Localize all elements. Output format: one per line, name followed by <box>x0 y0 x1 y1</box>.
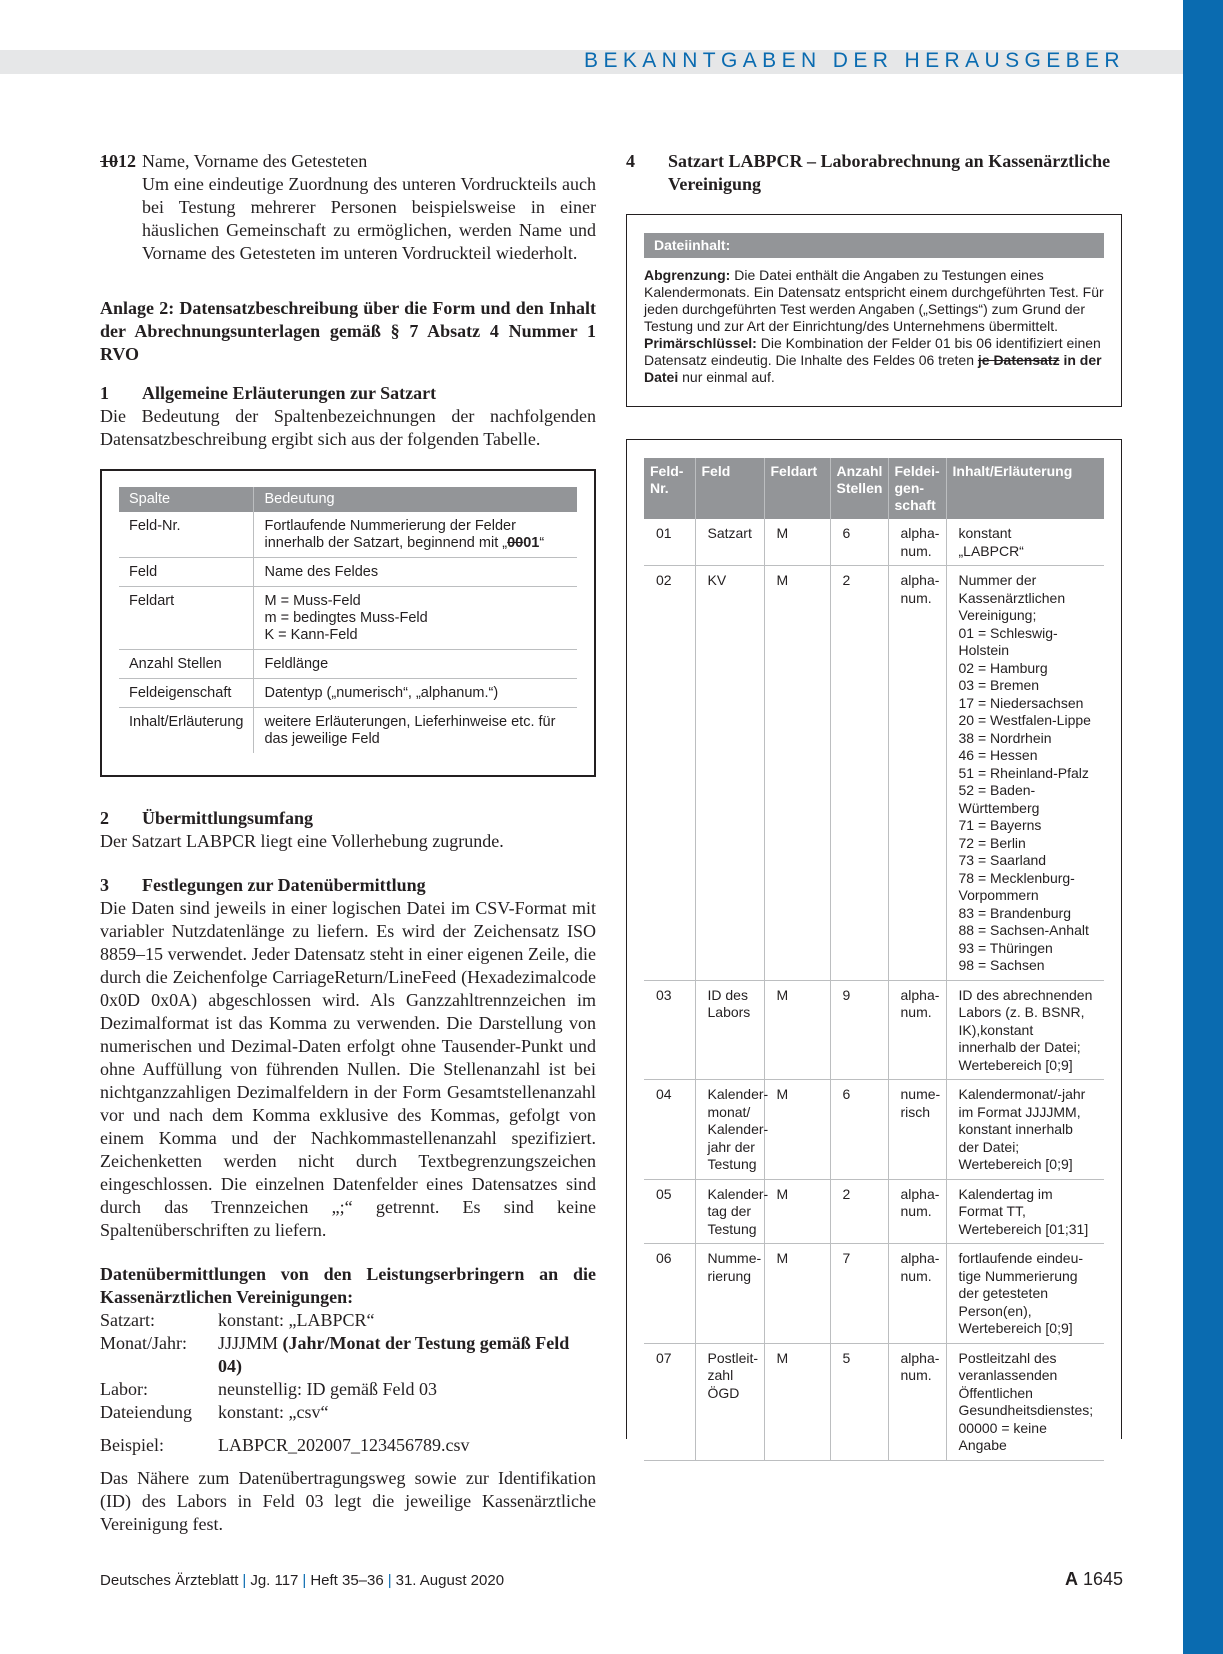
table-cell: M <box>764 980 830 1080</box>
item-number <box>100 150 136 173</box>
section-1-heading <box>100 382 596 405</box>
section-1-text: Die Bedeutung der Spaltenbezeichnungen der nachfolgenden Datensatzbeschreibung ergibt sich aus der folgenden Tabelle. <box>100 406 596 449</box>
column-explanation-box <box>100 469 596 777</box>
item-key: Beispiel: <box>100 1435 164 1455</box>
table-row <box>119 512 577 558</box>
table-cell: alpha- num. <box>888 1179 946 1244</box>
table-cell: Feldeigenschaft <box>119 679 254 708</box>
table-cell: fortlaufende eindeu- tige Nummerierung der getesteten Person(en), Wertebereich [0;9] <box>946 1244 1104 1344</box>
table-cell: Anzahl Stellen <box>119 650 254 679</box>
anlage-heading: Anlage 2: Datensatzbeschreibung über die Form und den Inhalt der Abrechnungsunterlagen gemäß § 7 Absatz 4 Nummer 1 RVO <box>100 298 596 364</box>
list-item <box>100 1332 596 1378</box>
section-number: 4 <box>626 151 635 171</box>
section-2-heading <box>100 807 596 830</box>
section-title: BEKANNTGABEN DER HERAUSGEBER <box>584 49 1125 72</box>
table-cell: 9 <box>830 980 888 1080</box>
table-cell: Feld-Nr. <box>119 512 254 558</box>
table-row <box>119 708 577 754</box>
section-2-text: Der Satzart LABPCR liegt eine Vollerhebung zugrunde. <box>100 831 504 851</box>
table-row <box>119 679 577 708</box>
table-cell: M <box>764 519 830 566</box>
example-item <box>100 1434 596 1457</box>
struck-text: je Datensatz <box>977 352 1060 368</box>
page-digits: 1645 <box>1082 1569 1123 1589</box>
item-value: konstant: „LABPCR“ <box>218 1310 375 1330</box>
table-cell: 6 <box>830 1080 888 1180</box>
file-content-box <box>626 214 1122 407</box>
item-value: konstant: „csv“ <box>218 1402 329 1422</box>
item-1012 <box>100 150 596 265</box>
table-cell: alpha- num. <box>888 1343 946 1460</box>
section-number: 2 <box>100 808 109 828</box>
table-row <box>644 1343 1104 1460</box>
item-value-bold: (Jahr/Monat der Testung gemäß Feld 04) <box>218 1333 570 1376</box>
page-prefix: A <box>1064 1569 1078 1589</box>
item-key: Dateiendung <box>100 1402 192 1422</box>
table-row <box>644 566 1104 981</box>
struck-digits: 10 <box>100 151 118 171</box>
table-cell: Feld <box>119 558 254 587</box>
table-cell: alpha- num. <box>888 519 946 566</box>
abgrenzung-text: Die Datei enthält die Angaben zu Testungen eines Kalendermonats. Ein Datensatz entspricht einem durchgeführten Test. Für jeden durchgeführten Test werden Angaben („Settings“) zum Grund der Testung und zur Art der Einrichtung/des Unternehmens übermittelt. <box>644 267 1104 334</box>
list-item <box>100 1309 596 1332</box>
column-explanation-table <box>119 487 577 753</box>
section-title-text: Satzart LABPCR – Laborabrechnung an Kassenärztliche Vereinigung <box>668 151 1111 194</box>
table-cell: Kalendermonat/-jahr im Format JJJJMM, konstant innerhalb der Datei; Wertebereich [0;9] <box>946 1080 1104 1180</box>
table-cell: ID des abrechnenden Labors (z. B. BSNR, IK),konstant innerhalb der Datei; Wertebereich [0;9] <box>946 980 1104 1080</box>
table-cell: M <box>764 1343 830 1460</box>
col-header-feldeigenschaft: Feldei-gen-schaft <box>888 458 946 519</box>
struck-text: 00 <box>507 535 524 551</box>
section-3-text: Die Daten sind jeweils in einer logischen Datei im CSV-Format mit variabler Nutzdatenlänge zu liefern. Es wird der Zeichensatz ISO 8859–15 verwendet. Jeder Datensatz steht in einer eigenen Zeile, die durch die Zeichenfolge CarriageReturn/LineFeed (Hexadezimalcode 0x0D 0x0A) abgeschlossen wird. Als Ganzzahltrennzeichen im Dezimalformat ist das Komma zu verwenden. Die Darstellung von numerischen und Dezimal-Daten erfolgt ohne Tausender-Punkt und ohne Auffüllung von führenden Nullen. Die Stellenanzahl ist bei nichtganzzahligen Dezimalfeldern in der Form Gesamtstellenanzahl vor und nach dem Komma exklusive des Kommas, gefolgt von einem Komma und der Nachkommastellenanzahl spezifiziert. Zeichenketten werden nicht durch Textbegrenzungszeichen eingeschlossen. Die einzelnen Datenfelder eines Datensatzes sind durch das Trennzeichen „;“ getrennt. Es sind keine Spaltenüberschriften zu liefern. <box>100 898 596 1240</box>
table-row <box>119 650 577 679</box>
transfer-heading: Datenübermittlungen von den Leistungserbringern an die Kassenärztlichen Vereinigungen: <box>100 1264 596 1307</box>
bold-text: in der Datei <box>644 352 1102 385</box>
table-cell: alpha- num. <box>888 1244 946 1344</box>
table-cell: ID des Labors <box>695 980 764 1080</box>
table-cell: weitere Erläuterungen, Lieferhinweise etc. für das jeweilige Feld <box>254 708 577 754</box>
table-cell: Numme- rierung <box>695 1244 764 1344</box>
table-cell: alpha- num. <box>888 980 946 1080</box>
item-value: LABPCR_202007_123456789.csv <box>218 1435 470 1455</box>
primaer-paragraph <box>644 335 1104 386</box>
table-cell: alpha- num. <box>888 566 946 981</box>
transfer-list <box>100 1309 596 1457</box>
table-cell <box>254 512 577 558</box>
journal-issue: Heft 35–36 <box>310 1572 384 1589</box>
left-column <box>100 150 596 1536</box>
table-cell: Kalender- monat/ Kalender- jahr der Testung <box>695 1080 764 1180</box>
table-row <box>644 519 1104 566</box>
section-number: 1 <box>100 383 109 403</box>
table-row <box>119 587 577 650</box>
col-header-feldart: Feldart <box>764 458 830 519</box>
table-cell: nume- risch <box>888 1080 946 1180</box>
abgrenzung-paragraph <box>644 267 1104 335</box>
footer-separator: | <box>387 1572 392 1589</box>
table-cell: M <box>764 566 830 981</box>
table-cell: Kalender- tag der Testung <box>695 1179 764 1244</box>
table-cell: 07 <box>644 1343 695 1460</box>
cell-text: “ <box>539 535 545 551</box>
section-title-text: Übermittlungsumfang <box>142 808 314 828</box>
table-cell: 06 <box>644 1244 695 1344</box>
item-value: JJJJMM <box>218 1333 283 1353</box>
table-cell: Feldlänge <box>254 650 577 679</box>
primaer-label: Primärschlüssel: <box>644 335 757 351</box>
right-column <box>626 150 1122 1453</box>
table-cell: KV <box>695 566 764 981</box>
cell-text: Fortlaufende Nummerierung der Felder innerhalb der Satzart, beginnend mit „ <box>264 518 516 551</box>
section-title-text: Allgemeine Erläuterungen zur Satzart <box>142 383 437 403</box>
digits: 12 <box>118 151 136 171</box>
table-row <box>119 558 577 587</box>
table-cell: Name des Feldes <box>254 558 577 587</box>
table-cell: M <box>764 1244 830 1344</box>
table-cell: 02 <box>644 566 695 981</box>
table-cell: 6 <box>830 519 888 566</box>
side-color-bar <box>1183 0 1223 1654</box>
list-item <box>100 1401 596 1424</box>
table-cell: Inhalt/Erläuterung <box>129 714 244 730</box>
table-cell: Postleitzahl des veranlassenden Öffentlichen Gesundheitsdienstes; 00000 = keine Angabe <box>946 1343 1104 1460</box>
list-item <box>100 1378 596 1401</box>
closing-text: Das Nähere zum Datenübertragungsweg sowie zur Identifikation (ID) des Labors in Feld 03 legt die jeweilige Kassenärztliche Vereinigung fest. <box>100 1468 596 1534</box>
bold-text: 01 <box>523 535 540 551</box>
table-row <box>644 1179 1104 1244</box>
table-row <box>644 980 1104 1080</box>
table-cell: M = Muss-Feld m = bedingtes Muss-Feld K = Kann-Feld <box>254 587 577 650</box>
footer-separator: | <box>242 1572 247 1589</box>
table-cell: 2 <box>830 566 888 981</box>
table-cell: 03 <box>644 980 695 1080</box>
table-cell: M <box>764 1179 830 1244</box>
table-row <box>644 1080 1104 1180</box>
journal-name: Deutsches Ärzteblatt <box>100 1572 239 1589</box>
item-key: Satzart: <box>100 1310 155 1330</box>
journal-volume: Jg. 117 <box>250 1572 299 1589</box>
section-number: 3 <box>100 875 109 895</box>
col-header-feld-nr: Feld-Nr. <box>644 458 695 519</box>
fields-table <box>644 458 1104 1461</box>
table-cell: 04 <box>644 1080 695 1180</box>
table-cell: 2 <box>830 1179 888 1244</box>
page-number <box>1065 1569 1123 1590</box>
primaer-end: nur einmal auf. <box>678 369 775 385</box>
item-value: neunstellig: ID gemäß Feld 03 <box>218 1379 437 1399</box>
table-header-bedeutung: Bedeutung <box>254 487 577 512</box>
primaer-text: Die Kombination der Felder 01 bis 06 identifiziert einen Datensatz eindeutig. Die Inhalte des Feldes 06 treten <box>644 335 1101 368</box>
item-key: Labor: <box>100 1379 148 1399</box>
abgrenzung-label: Abgrenzung: <box>644 267 731 283</box>
footer <box>100 1572 504 1589</box>
table-cell: konstant „LABPCR“ <box>946 519 1104 566</box>
table-row <box>644 1244 1104 1344</box>
table-cell: M <box>764 1080 830 1180</box>
journal-date: 31. August 2020 <box>395 1572 505 1589</box>
item-key: Monat/Jahr: <box>100 1333 187 1353</box>
col-header-feld: Feld <box>695 458 764 519</box>
item-title: Name, Vorname des Getesteten <box>142 151 368 171</box>
table-cell: Kalendertag im Format TT, Wertebereich [01;31] <box>946 1179 1104 1244</box>
table-cell: Datentyp („numerisch“, „alphanum.“) <box>254 679 577 708</box>
fields-box <box>626 439 1122 1453</box>
section-3-heading <box>100 874 596 897</box>
col-header-inhalt: Inhalt/Erläuterung <box>946 458 1104 519</box>
table-cell: 5 <box>830 1343 888 1460</box>
table-cell: Nummer der Kassenärztlichen Vereinigung; 01 = Schleswig- Holstein 02 = Hamburg 03 = Bremen 17 = Niedersachsen 20 = Westfalen-Lippe 38 = Nordrhein 46 = Hessen 51 = Rheinland-Pfalz 52 = Baden- Württemberg 71 = Bayerns 72 = Berlin 73 = Saarland 78 = Mecklenburg- Vorpommern 83 = Brandenburg 88 = Sachsen-Anhalt 93 = Thüringen 98 = Sachsen <box>946 566 1104 981</box>
col-header-anzahl: Anzahl Stellen <box>830 458 888 519</box>
table-cell: Feldart <box>119 587 254 650</box>
footer-separator: | <box>302 1572 307 1589</box>
table-cell: 01 <box>644 519 695 566</box>
box-title: Dateiinhalt: <box>644 233 1104 258</box>
table-cell: Postleit- zahl ÖGD <box>695 1343 764 1460</box>
table-cell: Satzart <box>695 519 764 566</box>
table-cell: 05 <box>644 1179 695 1244</box>
section-title-text: Festlegungen zur Datenübermittlung <box>142 875 426 895</box>
section-4-heading <box>626 150 1122 196</box>
item-body: Um eine eindeutige Zuordnung des unteren Vordruckteils auch bei Testung mehrerer Personen beispielsweise in einer häuslichen Gemeinschaft zu ermöglichen, werden Name und Vorname des Getesteten im unteren Vordruckteil wiederholt. <box>142 174 596 263</box>
table-header-spalte: Spalte <box>119 487 254 512</box>
table-cell: 7 <box>830 1244 888 1344</box>
